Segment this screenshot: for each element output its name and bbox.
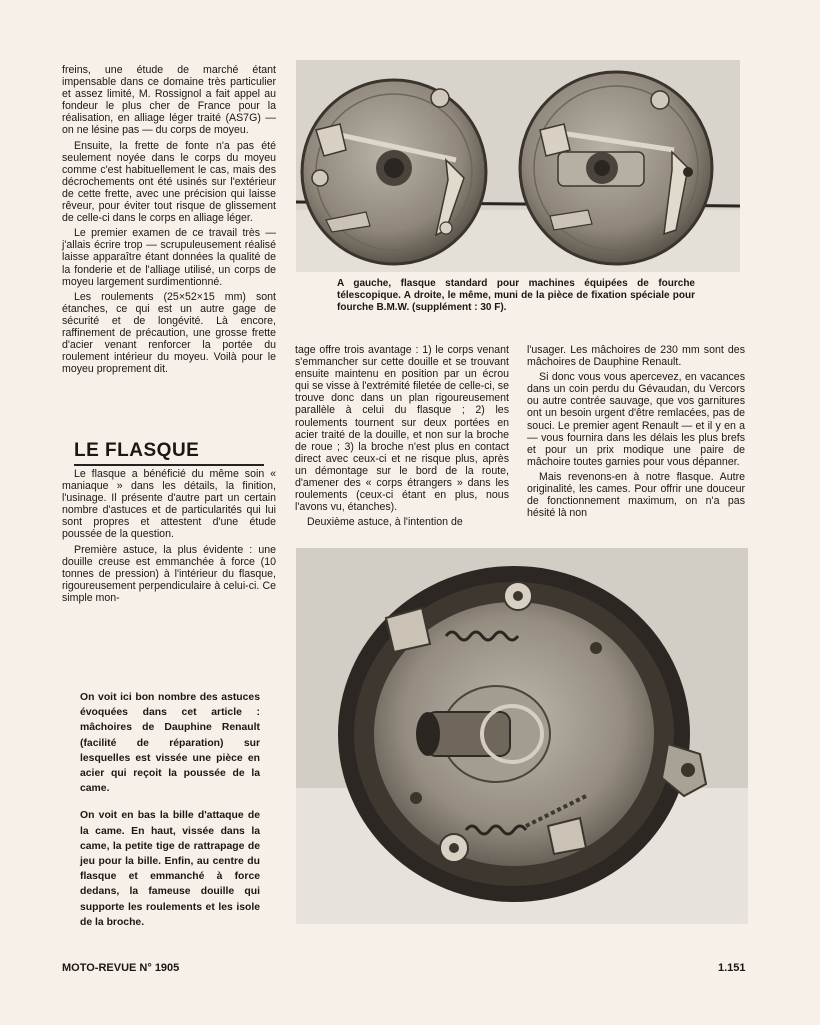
caption-paragraph: On voit en bas la bille d'attaque de la came. En haut, vissée dans la came, la petite tige de rattrapage de jeu pour la bille. Enfin, au centre du flasque et emmanché à force dedans, la fameuse douille qui supporte les roulements et les isole de la broche. bbox=[80, 810, 260, 928]
paragraph: freins, une étude de marché étant impensable dans ce domaine très particulier et assez limité, M. Rossignol a fait appel au fondeur le plus cher de France pour la réalisation, en alliage léger traité (AS7G) — on ne lésine pas — du corps de moyeu. bbox=[62, 64, 276, 137]
caption-paragraph: On voit ici bon nombre des astuces évoquées dans cet article : mâchoires de Dauphine Renault (facilité de réparation) sur lesquelles est vissée une pièce en acier qui reçoit la poussée de la came. bbox=[80, 692, 260, 795]
paragraph: l'usager. Les mâchoires de 230 mm sont des mâchoires de Dauphine Renault. bbox=[527, 344, 745, 369]
article-column-left-top bbox=[62, 64, 276, 378]
section-heading: LE FLASQUE bbox=[74, 440, 264, 466]
paragraph: Deuxième astuce, à l'intention de bbox=[307, 516, 463, 529]
publication-footer: MOTO-REVUE N° 1905 bbox=[62, 962, 180, 974]
paragraph: Mais revenons-en à notre flasque. Autre originalité, les cames. Pour offrir une douceur de fonctionnement maximum, on n'a pas hésité là non bbox=[527, 470, 745, 520]
photo-two-brake-plates bbox=[296, 60, 740, 272]
article-column-middle bbox=[295, 344, 509, 531]
paragraph: tage offre trois avantage : 1) le corps venant s'emmancher sur cette douille et se trouvant ensuite maintenu en position par un écrou qui se visse à l'extrémité filetée de celle-ci, se trouve donc dans un plan rigoureusement parallèle à celui du flasque ; 2) les roulements tournent sur deux portées en acier traité de la douille, et non sur la broche de roue ; 3) la broche n'est plus en contact direct avec ceux-ci et ne risque plus, après un démontage sur le bord de la route, d'amener des « corps étrangers » dans les roulements (ceux-ci étant en plus, nous l'avons vu, étanches). bbox=[295, 344, 509, 514]
paragraph: Si donc vous vous apercevez, en vacances dans un coin perdu du Gévaudan, du Vercors ou autre contrée sauvage, que vos garnitures ont un besoin urgent d'être remlacées, pas de souci. Le premier agent Renault — et il y en a — vous fournira dans les délais les plus brefs et pour un prix modique une paire de mâchoire toutes garnies pour vous dépanner. bbox=[527, 371, 745, 468]
page-number: 1.151 bbox=[718, 962, 746, 974]
article-column-left-middle bbox=[62, 468, 276, 607]
photo-caption-top: A gauche, flasque standard pour machines équipées de fourche télescopique. A droite, le même, muni de la pièce de fixation spéciale pour fourche B.M.W. (supplément : 30 F). bbox=[337, 278, 695, 313]
paragraph: Le flasque a bénéficié du même soin « maniaque » dans les détails, la finition, l'usinage. Il présente d'autre part un certain nombre d'astuces et de particularités qui lui sont propres et attestent d'une étude poussée de la question. bbox=[62, 468, 276, 541]
photo-caption-bottom bbox=[80, 690, 260, 942]
paragraph: Les roulements (25×52×15 mm) sont étanches, ce qui est un autre gage de sécurité et de longévité. Là encore, raffinement de précaution, une grosse frette d'acier venant renforcer la portée du roulement intérieur du moyeu. Voilà pour le moyeu proprement dit. bbox=[62, 290, 276, 376]
paragraph: Ensuite, la frette de fonte n'a pas été seulement noyée dans le corps du moyeu comme c'est habituellement le cas, mais des décrochements ont été usinés sur l'extérieur de cette frette, avec une précision qui laisse rêveur, pour éviter tout risque de glissement de celle-ci dans le corps en alliage léger. bbox=[62, 139, 276, 225]
paragraph: Le premier examen de ce travail très — j'allais écrire trop — scrupuleusement réalisé laisse apparaître étant données la qualité de la fonderie et de l'alliage utilisé, un corps de moyeu largement surdimentionné. bbox=[62, 227, 276, 288]
article-column-right bbox=[527, 344, 745, 522]
paragraph: Première astuce, la plus évidente : une douille creuse est emmanchée à force (10 tonnes de pression) à l'intérieur du flasque, rigoureusement perpendiculaire à celui-ci. Ce simple mon- bbox=[62, 543, 276, 604]
photo-brake-assembly bbox=[296, 548, 748, 924]
